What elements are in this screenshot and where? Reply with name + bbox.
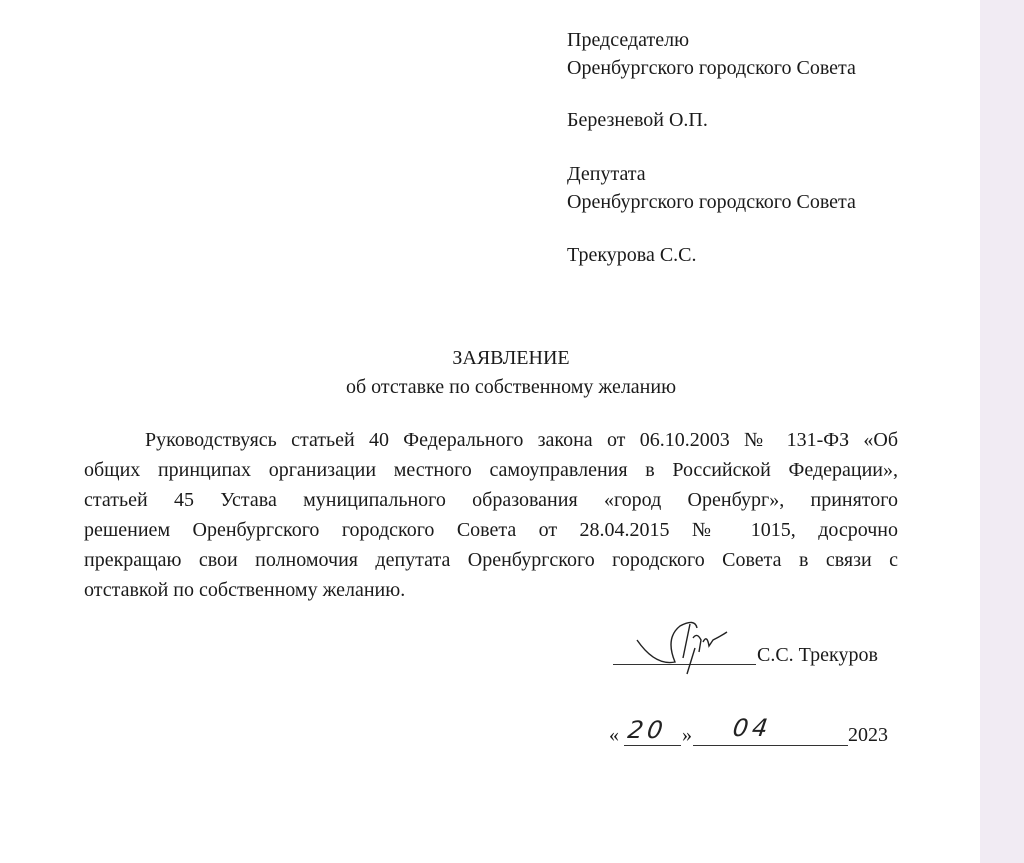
viewer-side-strip <box>980 0 1024 863</box>
signatory-name: С.С. Трекуров <box>757 644 878 666</box>
date-day: 20 <box>626 716 669 744</box>
date-month: 04 <box>731 714 774 742</box>
body-line: прекращаю свои полномочия депутата Оренбургского городского Совета в связи с <box>84 549 898 571</box>
addressee-title: Председателю <box>567 29 690 51</box>
date-year: 2023 <box>848 724 888 746</box>
date-open-quote: « <box>609 724 619 746</box>
document-title: ЗАЯВЛЕНИЕ <box>452 347 570 369</box>
date-month-line <box>693 745 848 746</box>
sender-org: Оренбургского городского Совета <box>567 191 856 213</box>
sender-name: Трекурова С.С. <box>567 244 697 266</box>
body-line: статьей 45 Устава муниципального образования «город Оренбург», принятого <box>84 489 898 511</box>
sender-title: Депутата <box>567 163 646 185</box>
handwritten-signature <box>635 618 745 678</box>
body-line: решением Оренбургского городского Совета от 28.04.2015 № 1015, досрочно <box>84 519 898 541</box>
date-close-quote: » <box>682 724 692 746</box>
addressee-org: Оренбургского городского Совета <box>567 57 856 79</box>
body-line: отставкой по собственному желанию. <box>84 579 406 601</box>
addressee-name: Березневой О.П. <box>567 109 708 131</box>
document-subtitle: об отставке по собственному желанию <box>345 376 677 398</box>
date-day-line <box>624 745 681 746</box>
body-line: Руководствуясь статьей 40 Федерального закона от 06.10.2003 № 131-ФЗ «Об <box>145 429 898 451</box>
body-line: общих принципах организации местного самоуправления в Российской Федерации», <box>84 459 898 481</box>
